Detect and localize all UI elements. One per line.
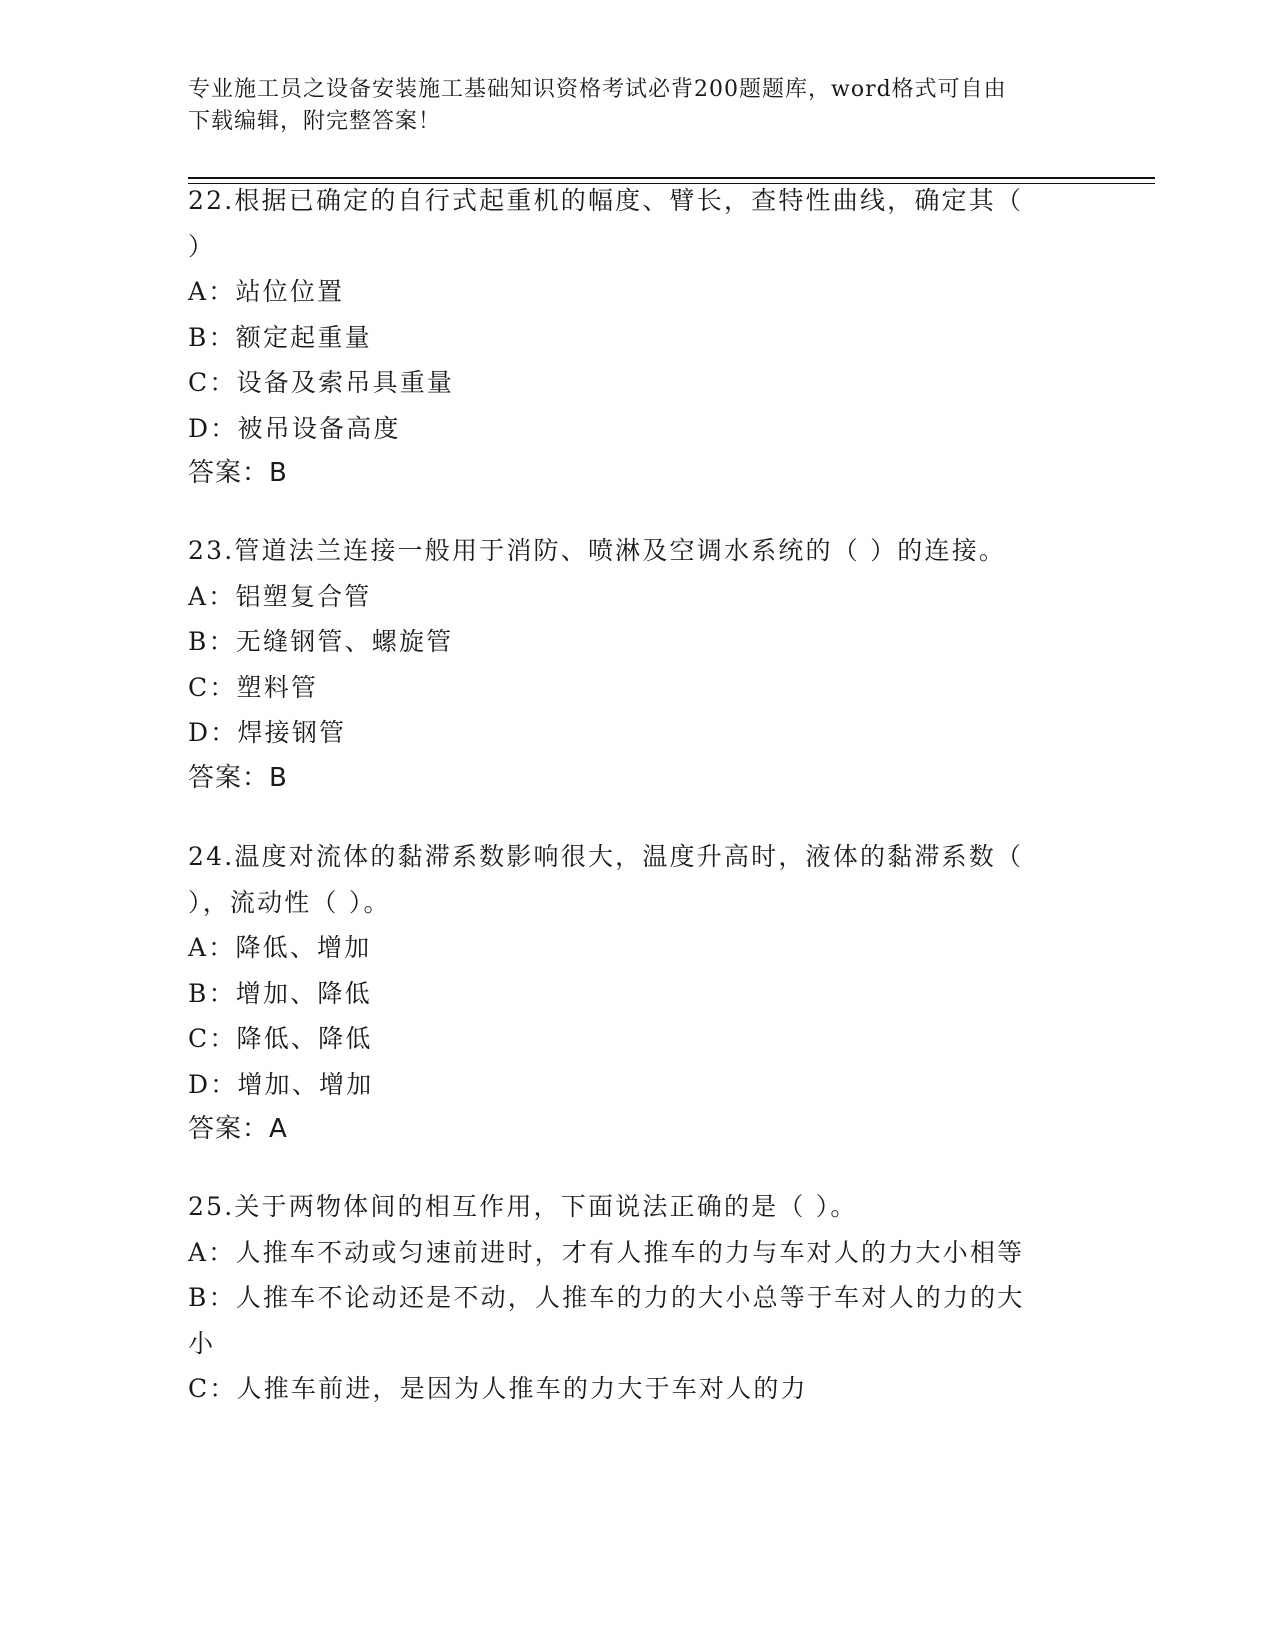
question-stem: 22.根据已确定的自行式起重机的幅度、臂长，查特性曲线，确定其（ (188, 186, 1024, 215)
question-stem: ） (188, 231, 216, 261)
option-c: C：设备及索吊具重量 (188, 368, 455, 397)
option-b-continued: 小 (188, 1328, 216, 1358)
header-line-1: 专业施工员之设备安装施工基础知识资格考试必背200题题库，word格式可自由 (188, 77, 1007, 102)
header-line-2: 下载编辑，附完整答案！ (188, 109, 442, 134)
question-22 (188, 178, 1088, 497)
answer: 答案：A (188, 1114, 288, 1144)
question-24 (188, 834, 1088, 1153)
option-a: A：降低、增加 (188, 933, 372, 962)
answer: 答案：B (188, 762, 288, 793)
answer: 答案：B (188, 458, 288, 488)
question-stem: 25.关于两物体间的相互作用，下面说法正确的是（ ）。 (188, 1192, 858, 1221)
option-b: B：人推车不论动还是不动，人推车的力的大小总等于车对人的力的大 (188, 1283, 1025, 1312)
option-c: C：塑料管 (188, 672, 319, 702)
option-d: D：增加、增加 (188, 1069, 374, 1099)
option-a: A：人推车不动或匀速前进时，才有人推车的力与车对人的力大小相等 (188, 1237, 1025, 1267)
question-stem: 23.管道法兰连接一般用于消防、喷淋及空调水系统的（ ）的连接。 (188, 536, 1007, 565)
option-d: D：被吊设备高度 (188, 413, 401, 443)
option-c: C：人推车前进，是因为人推车的力大于车对人的力 (188, 1374, 808, 1403)
document-header (188, 74, 1068, 138)
question-stem: 24.温度对流体的黏滞系数影响很大，温度升高时，液体的黏滞系数（ (188, 842, 1024, 871)
option-b: B：无缝钢管、螺旋管 (188, 627, 454, 656)
option-a: A：铝塑复合管 (188, 581, 372, 611)
option-a: A：站位位置 (188, 277, 345, 306)
question-stem: ），流动性（ ）。 (188, 887, 391, 917)
option-c: C：降低、降低 (188, 1024, 373, 1053)
question-25 (188, 1184, 1088, 1412)
option-d: D：焊接钢管 (188, 718, 347, 747)
option-b: B：增加、降低 (188, 978, 372, 1008)
question-23 (188, 528, 1088, 801)
option-b: B：额定起重量 (188, 322, 372, 352)
